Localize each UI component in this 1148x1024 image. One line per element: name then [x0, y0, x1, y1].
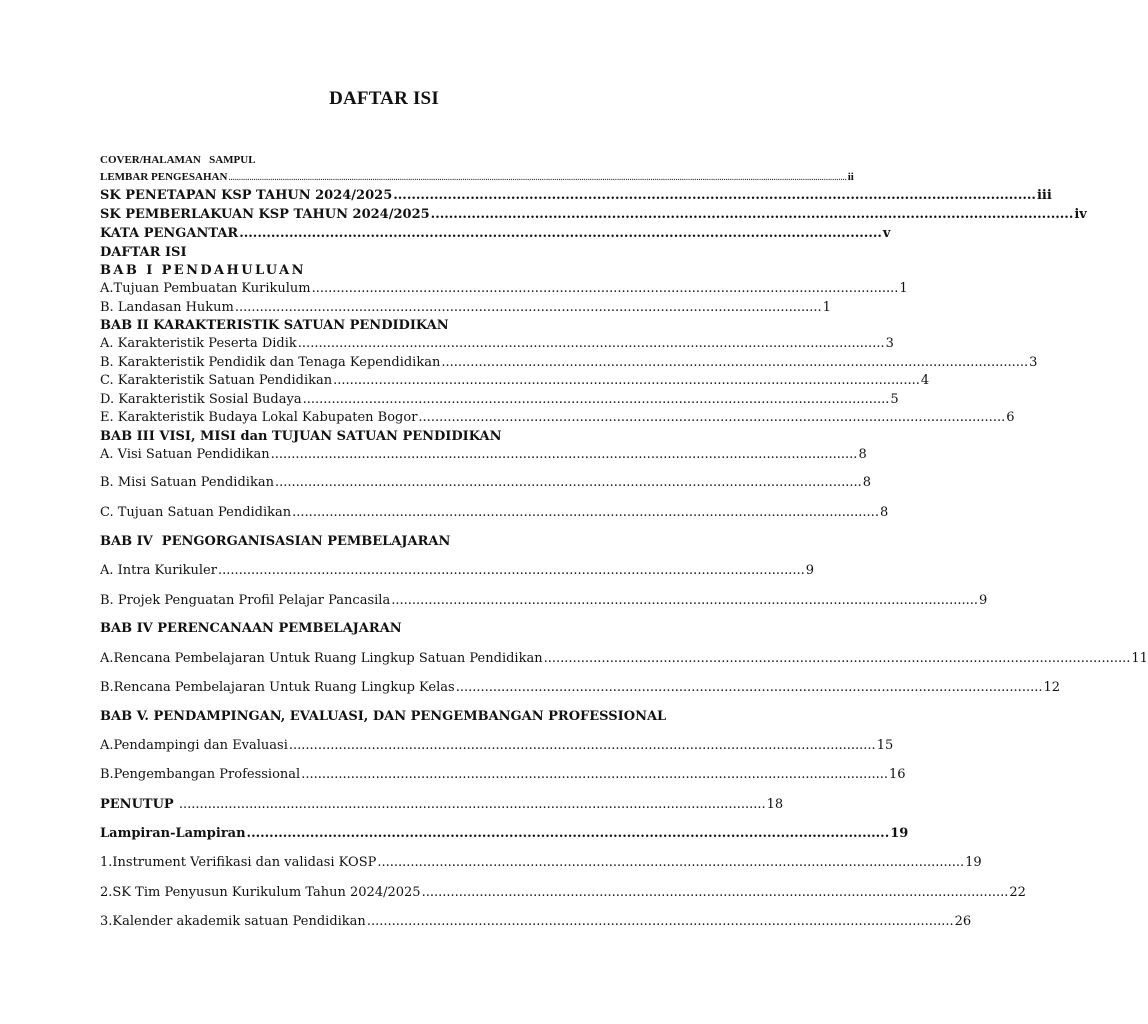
- toc-entry-label: B. Misi Satuan Pendidikan: [100, 475, 274, 490]
- toc-entry-label: B.Rencana Pembelajaran Untuk Ruang Lingkup Kelas: [100, 680, 455, 695]
- toc-entry-sk-pemberlakuan: [100, 206, 1087, 224]
- toc-entry-label: B. Landasan Hukum: [100, 300, 234, 315]
- toc-entry-sk-penetapan: [100, 187, 1052, 205]
- toc-entry-label: A. Visi Satuan Pendidikan: [100, 447, 270, 462]
- toc-entry: [100, 884, 1026, 902]
- page-title: DAFTAR ISI: [329, 88, 439, 109]
- toc-entry: [100, 913, 972, 931]
- toc-entry-label: KATA PENGANTAR: [100, 226, 239, 241]
- leader-dots: ..............................................................................................................................................: [418, 410, 1006, 425]
- leader-dots: ..............................................................................................................................................: [234, 300, 822, 315]
- toc-entry-page: 18: [766, 797, 784, 812]
- toc-entry-page: 22: [1009, 885, 1026, 900]
- toc-entry-label: B.Pengembangan Professional: [100, 767, 301, 782]
- toc-entry-label: A. Intra Kurikuler: [100, 563, 217, 578]
- toc-entry-label: E. Karakteristik Budaya Lokal Kabupaten Bogor: [100, 410, 418, 425]
- leader-dots: ..............................................................................................................................................: [311, 281, 899, 296]
- toc-entry-label: B. Karakteristik Pendidik dan Tenaga Kependidikan: [100, 355, 441, 370]
- toc-entry-page: 19: [965, 855, 982, 870]
- toc-entry-label: B. Projek Penguatan Profil Pelajar Pancasila: [100, 593, 391, 608]
- toc-entry: [100, 679, 1061, 697]
- toc-entry-label: A.Pendampingi dan Evaluasi: [100, 738, 288, 753]
- toc-entry: [100, 335, 894, 353]
- toc-entry-label: A.Tujuan Pembuatan Kurikulum: [100, 281, 311, 296]
- leader-dots: ..............................................................................................................................................: [455, 680, 1043, 695]
- toc-entry-page: iv: [1074, 207, 1087, 222]
- toc-heading-bab-2: BAB II KARAKTERISTIK SATUAN PENDIDIKAN: [100, 318, 449, 333]
- leader-dots: ..............................................................................................................................................: [543, 651, 1131, 666]
- leader-dots: ..............................................................................................................................................: [239, 226, 882, 241]
- toc-entry-label: 2.SK Tim Penyusun Kurikulum Tahun 2024/2025: [100, 885, 421, 900]
- toc-entry-label: C. Tujuan Satuan Pendidikan: [100, 505, 292, 520]
- toc-entry-page: 4: [920, 373, 930, 388]
- toc-entry-page: 12: [1043, 680, 1061, 695]
- leader-dots: ..............................................................................................................................................: [274, 475, 862, 490]
- toc-entry: [100, 854, 982, 872]
- leader-dots: ..............................................................................................................................................: [366, 914, 954, 929]
- toc-entry-label: 3.Kalender akademik satuan Pendidikan: [100, 914, 366, 929]
- toc-entry-page: iii: [1036, 188, 1052, 203]
- toc-entry-label: A. Karakteristik Peserta Didik: [100, 336, 297, 351]
- toc-entry-label: Lampiran-Lampiran: [100, 826, 246, 841]
- toc-entry-label: PENUTUP: [100, 797, 174, 812]
- leader-dots: ..............................................................................................................................................: [217, 563, 805, 578]
- toc-entry-page: 1: [822, 300, 831, 315]
- toc-entry-page: 11: [1131, 651, 1148, 666]
- leader-dots: ..............................................................................................................................................: [441, 355, 1029, 370]
- toc-entry: [100, 474, 872, 492]
- toc-entry-lembar-pengesahan: [100, 168, 854, 188]
- toc-entry-page: 8: [879, 505, 889, 520]
- toc-entry-page: 9: [979, 593, 988, 608]
- toc-heading-bab-4-pengorganisasian: BAB IV PENGORGANISASIAN PEMBELAJARAN: [100, 534, 451, 549]
- toc-heading-daftar-isi: DAFTAR ISI: [100, 245, 187, 260]
- toc-entry-label: SK PENETAPAN KSP TAHUN 2024/2025: [100, 188, 393, 203]
- toc-entry-page: 19: [890, 826, 909, 841]
- toc-entry-page: 26: [954, 914, 972, 929]
- toc-entry-label: LEMBAR PENGESAHAN: [100, 171, 228, 183]
- toc-entry-penutup: [100, 796, 784, 814]
- toc-entry: [100, 650, 1148, 668]
- leader-dots: ..............................................................................................................................................: [301, 767, 888, 782]
- leader-dots: ..............................................................................................................................................: [174, 797, 766, 812]
- toc-entry-page: 5: [890, 392, 899, 407]
- toc-entry-page: 15: [876, 738, 894, 753]
- toc-entry: [100, 737, 894, 755]
- toc-entry-label: SK PEMBERLAKUAN KSP TAHUN 2024/2025: [100, 207, 430, 222]
- toc-entry-page: v: [882, 226, 891, 241]
- leader-dots: ..............................................................................................................................................: [333, 373, 920, 388]
- toc-entry-page: ii: [847, 171, 854, 183]
- toc-heading-bab-5: BAB V. PENDAMPINGAN, EVALUASI, DAN PENGEMBANGAN PROFESSIONAL: [100, 709, 667, 724]
- toc-entry-lampiran: [100, 825, 909, 843]
- toc-cover-entry: COVER/HALAMAN SAMPUL: [100, 154, 256, 166]
- toc-entry-page: 3: [885, 336, 894, 351]
- toc-entry: [100, 354, 1038, 372]
- leader-dots: ..............................................................................................................................................: [393, 188, 1036, 203]
- leader-dots: ..............................................................................................................................................: [430, 207, 1074, 222]
- toc-entry: [100, 409, 1015, 427]
- toc-entry-label: 1.Instrument Verifikasi dan validasi KOSP: [100, 855, 377, 870]
- leader-dots: ..............................................................................................................................................: [377, 855, 965, 870]
- leader-dots: ..............................................................................................................................................: [292, 505, 879, 520]
- leader-dots: ..............................................................................................................................................: [391, 593, 978, 608]
- toc-entry-page: 9: [805, 563, 815, 578]
- toc-entry-page: 8: [858, 447, 867, 462]
- leader-dots: ........................................................................................................................................................................................................................................................................................................: [228, 175, 847, 182]
- toc-entry: [100, 592, 988, 610]
- leader-dots: ..............................................................................................................................................: [246, 826, 890, 841]
- toc-entry-page: 1: [899, 281, 908, 296]
- toc-entry: [100, 299, 831, 317]
- toc-heading-bab-3: BAB III VISI, MISI dan TUJUAN SATUAN PENDIDIKAN: [100, 429, 502, 444]
- toc-entry-label: A.Rencana Pembelajaran Untuk Ruang Lingkup Satuan Pendidikan: [100, 651, 543, 666]
- leader-dots: ..............................................................................................................................................: [288, 738, 876, 753]
- leader-dots: ..............................................................................................................................................: [421, 885, 1009, 900]
- toc-entry: [100, 766, 906, 784]
- toc-entry-page: 8: [862, 475, 872, 490]
- leader-dots: ..............................................................................................................................................: [302, 392, 890, 407]
- toc-entry-page: 6: [1006, 410, 1015, 425]
- toc-entry-kata-pengantar: [100, 225, 891, 243]
- toc-entry: [100, 280, 908, 298]
- toc-entry-page: 16: [888, 767, 906, 782]
- toc-entry-label: C. Karakteristik Satuan Pendidikan: [100, 373, 333, 388]
- toc-entry: [100, 446, 867, 464]
- toc-entry-page: 3: [1029, 355, 1038, 370]
- leader-dots: ..............................................................................................................................................: [270, 447, 858, 462]
- toc-entry: [100, 372, 930, 390]
- toc-heading-bab-4-perencanaan: BAB IV PERENCANAAN PEMBELAJARAN: [100, 621, 402, 636]
- toc-heading-bab-1: BAB I PENDAHULUAN: [100, 263, 306, 278]
- leader-dots: ..............................................................................................................................................: [297, 336, 885, 351]
- toc-entry: [100, 562, 815, 580]
- toc-entry-label: D. Karakteristik Sosial Budaya: [100, 392, 302, 407]
- toc-entry: [100, 391, 899, 409]
- toc-entry: [100, 504, 889, 522]
